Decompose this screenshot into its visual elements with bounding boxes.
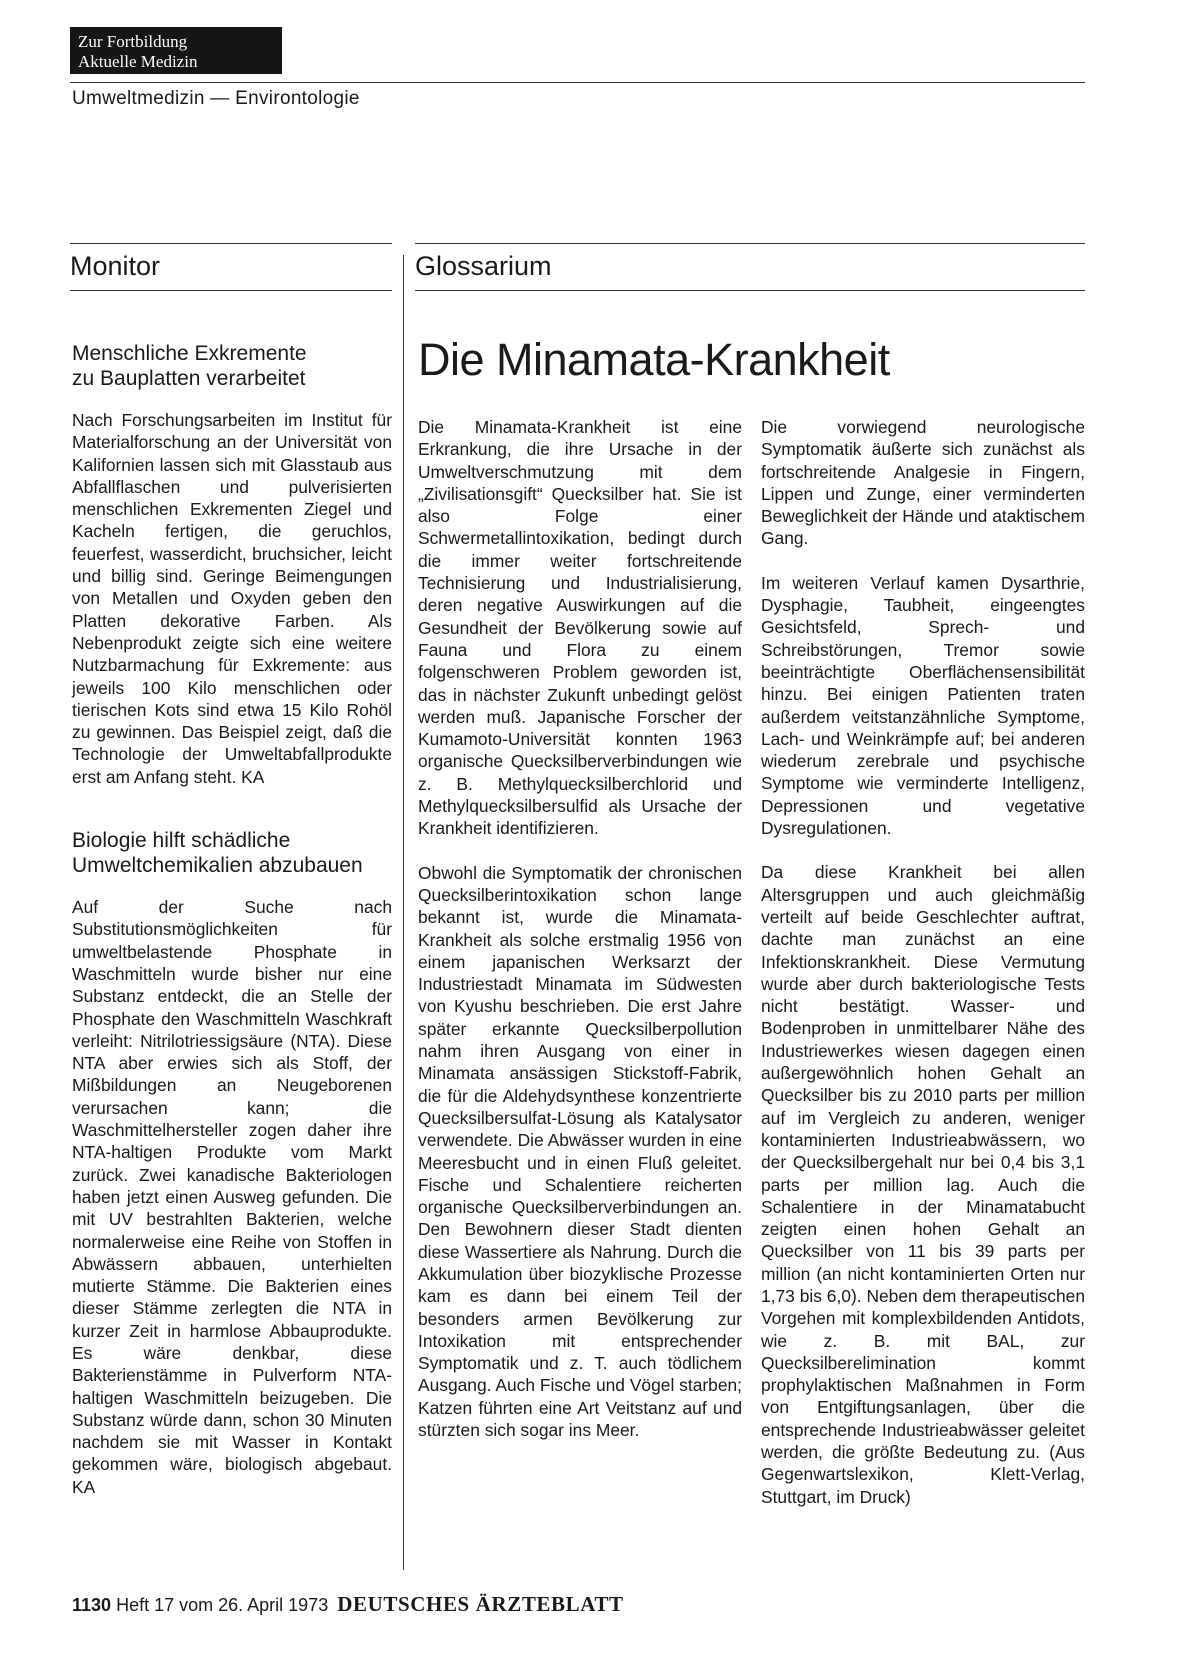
issue-info: Heft 17 vom 26. April 1973 xyxy=(116,1595,329,1615)
article-1-headline-line-2: zu Bauplatten verarbeitet xyxy=(72,367,306,390)
glossary-paragraph: Da diese Krankheit bei allen Altersgruppen und auch gleichmäßig verteilt auf beide Geschlechter auftrat, dachte man zunächst an eine Infektionskrankheit. Diese Vermutung wurde aber durch bakteriologische Tests nicht bestätigt. Wasser- und Bodenproben in unmittelbarer Nähe des Industriewerkes wiesen dagegen einen außergewöhnlich hohen Gehalt an Quecksilber bis zu 2010 parts per million auf im Vergleich zu anderen, weniger kontaminierten Industrieabwässern, wo der Quecksilbergehalt nur bei 0,4 bis 3,1 parts per million lag. Auch die Schalentiere in der Minamatabucht zeigten einen hohen Gehalt an Quecksilber von 11 bis 39 parts per million (an nicht kontaminierten Orten nur 1,73 bis 6,0). Neben dem therapeutischen Vorgehen mit komplexbildenden Antidots, wie z. B. mit BAL, zur Quecksilberelimination kommt prophylaktischen Maßnahmen in Form von Entgiftungsanlagen, über die entsprechende Industrieabwässer geleitet werden, die größte Bedeutung zu. (Aus Gegenwartslexikon, Klett-Verlag, Stuttgart, im Druck) xyxy=(761,862,1085,1507)
glossary-column-1 xyxy=(418,416,742,1441)
glossary-paragraph: Die Minamata-Krankheit ist eine Erkrankung, die ihre Ursache in der Umweltverschmutzung mit dem „Zivilisationsgift“ Quecksilber hat. Sie ist also Folge einer Schwermetallintoxikation, bedingt durch die immer weiter fortschreitende Technisierung und Industrialisierung, deren negative Auswirkungen auf die Gesundheit der Bevölkerung sowie auf Fauna und Flora zu einem folgenschweren Problem geworden ist, das in nächster Zukunft unbedingt gelöst werden muß. Japanische Forscher der Kumamoto-Universität konnten 1963 organische Quecksilberverbindungen wie z. B. Methylquecksilberchlorid und Methylquecksilbersulfid als Ursache der Krankheit identifizieren. xyxy=(418,417,742,839)
monitor-column xyxy=(72,341,392,1498)
monitor-section-header xyxy=(70,243,392,291)
monitor-article-1 xyxy=(72,341,392,788)
monitor-section-title: Monitor xyxy=(70,251,161,281)
page-footer xyxy=(72,1592,624,1617)
glossarium-section-title: Glossarium xyxy=(415,251,552,281)
column-divider xyxy=(403,255,404,1570)
article-2-body: Auf der Suche nach Substitutionsmöglichkeiten für umweltbelastende Phosphate in Waschmitteln wurde bisher nur eine Substanz entdeckt, die an Stelle der Phosphate den Waschmitteln Waschkraft verleiht: Nitrilotriessigsäure (NTA). Diese NTA aber erwies sich als Stoff, der Mißbildungen an Neugeborenen verursachen kann; die Waschmittelhersteller zogen daher ihre NTA-haltigen Produkte vom Markt zurück. Zwei kanadische Bakteriologen haben jetzt einen Ausweg gefunden. Die mit UV bestrahlten Bakterien, welche normalerweise eine Reihe von Stoffen in Abwässern abbauen, unterhielten mutierte Stämme. Die Bakterien eines dieser Stämme zerlegten die NTA in kurzer Zeit in harmlose Abbauprodukte. Es wäre denkbar, diese Bakterienstämme in Pulverform NTA-haltigen Waschmitteln beizugeben. Die Substanz würde dann, schon 30 Minuten nachdem sie mit Wasser in Kontakt gekommen wäre, biologisch abgebaut. KA xyxy=(72,897,392,1497)
glossary-paragraph: Obwohl die Symptomatik der chronischen Quecksilberintoxikation schon lange bekannt ist, wurde die Minamata-Krankheit als solche erstmalig 1956 von einem japanischen Werksarzt der Industriestadt Minamata im Südwesten von Kyushu beschrieben. Die erst Jahre später erkannte Quecksilberpollution nahm ihren Ausgang von einer in Minamata ansässigen Stickstoff-Fabrik, die für die Aldehydsynthese konzentrierte Quecksilbersulfat-Lösung als Katalysator verwendete. Die Abwässer wurden in eine Meeresbucht und in einen Fluß geleitet. Fische und Schalentiere reicherten organische Quecksilberverbindungen an. Den Bewohnern dieser Stadt dienten diese Wassertiere als Nahrung. Durch die Akkumulation über biozyklische Prozesse kam es dann bei einem Teil der besonders armen Bevölkerung zur Intoxikation mit entsprechender Symptomatik und z. T. auch tödlichem Ausgang. Auch Fische und Vögel starben; Katzen führten eine Art Veitstanz auf und stürzten sich sogar ins Meer. xyxy=(418,862,742,1441)
glossarium-section-header xyxy=(415,243,1085,291)
monitor-article-2 xyxy=(72,828,392,1498)
article-1-body: Nach Forschungsarbeiten im Institut für Materialforschung an der Universität von Kalifornien lassen sich mit Glasstaub aus Abfallflaschen und pulverisierten menschlichen Exkrementen Ziegel und Kacheln fertigen, die geruchlos, feuerfest, wasserdicht, bruchsicher, leicht und billig sind. Geringe Beimengungen von Metallen und Oxyden geben den Platten dekorative Farben. Als Nebenprodukt zeigte sich eine weitere Nutzbarmachung für Exkremente: aus jeweils 100 Kilo menschlichen oder tierischen Kots sind etwa 15 Kilo Rohöl zu gewinnen. Das Beispiel zeigt, daß die Technologie der Umweltabfallprodukte erst am Anfang steht. KA xyxy=(72,410,392,787)
glossary-column-2 xyxy=(761,416,1085,1508)
glossary-title: Die Minamata-Krankheit xyxy=(418,334,890,385)
article-2-headline-line-1: Biologie hilft schädliche xyxy=(72,829,291,853)
article-2-headline-line-2: Umweltchemikalien abzubauen xyxy=(72,854,363,878)
glossary-paragraph: Die vorwiegend neurologische Symptomatik äußerte sich zunächst als fortschreitende Analgesie in Fingern, Lippen und Zunge, einer verminderten Beweglichkeit der Hände und ataktischem Gang. xyxy=(761,417,1085,549)
badge-line-1: Zur Fortbildung xyxy=(78,32,188,51)
glossary-paragraph: Im weiteren Verlauf kamen Dysarthrie, Dysphagie, Taubheit, eingeengtes Gesichtsfeld, Sprech- und Schreibstörungen, Tremor sowie beeinträchtigte Oberflächensensibilität hinzu. Bei einigen Patienten traten außerdem veitstanzähnliche Symptome, Lach- und Weinkrämpfe auf; bei anderen wiederum zerebrale und psychische Symptome wie verminderte Intelligenz, Depressionen und vegetative Dysregulationen. xyxy=(761,572,1085,839)
page-number: 1130 xyxy=(72,1595,112,1615)
section-badge xyxy=(70,27,282,74)
article-1-headline xyxy=(72,341,392,391)
badge-line-2: Aktuelle Medizin xyxy=(78,52,198,71)
article-2-headline xyxy=(72,828,392,878)
article-1-headline-line-1: Menschliche Exkremente xyxy=(72,342,307,365)
kicker: Umweltmedizin — Environtologie xyxy=(72,88,360,109)
journal-name: DEUTSCHES ÄRZTEBLATT xyxy=(337,1592,624,1616)
top-rule xyxy=(70,82,1085,83)
